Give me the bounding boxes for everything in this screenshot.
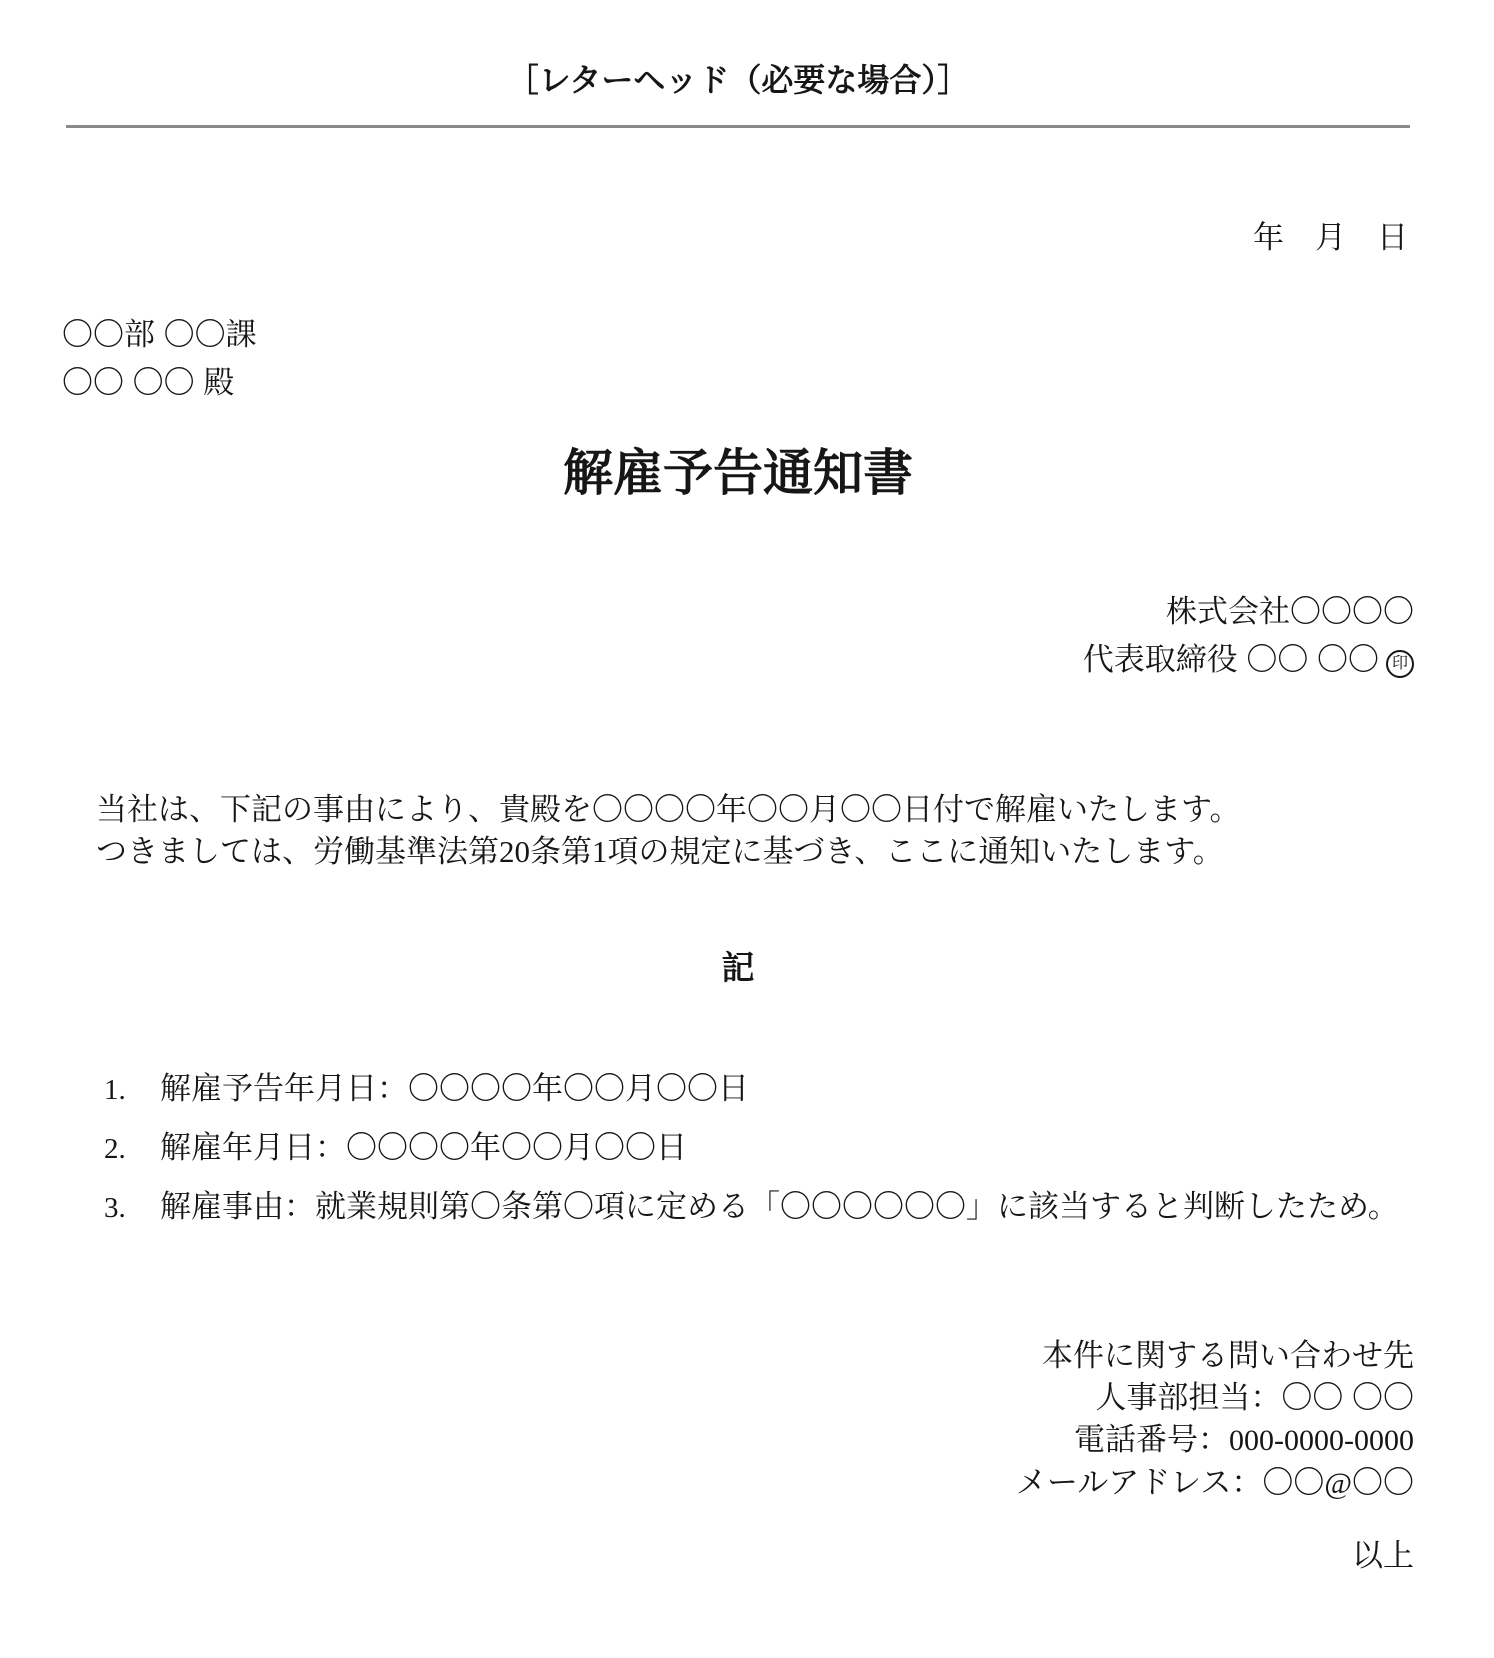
list-item-text: 解雇事由：就業規則第〇条第〇項に定める「〇〇〇〇〇〇」に該当すると判断したため。 (160, 1189, 1399, 1224)
letterhead-divider (66, 125, 1410, 128)
body-line-2-part: つきましては、労働基準法第 (96, 834, 499, 869)
list-item-number: 1. (104, 1074, 126, 1106)
letterhead-placeholder: ［レターヘッド（必要な場合）］ (506, 62, 970, 98)
recipient-name: 〇〇 〇〇 殿 (62, 365, 235, 400)
body-line-2-part: 項の規定に基づき、ここに通知いたします。 (607, 834, 1224, 869)
list-item-number: 3. (104, 1192, 126, 1224)
ki-label: 記 (721, 949, 755, 986)
details-list (104, 1068, 1410, 1245)
recipient-block (62, 311, 257, 407)
body-paragraph (96, 789, 1410, 873)
contact-email-at: @ (1324, 1467, 1352, 1500)
law-clause-number: 1 (592, 834, 608, 869)
date-line: 年 月 日 (1253, 220, 1408, 255)
list-item (104, 1068, 1410, 1111)
list-item-text: 解雇年月日：〇〇〇〇年〇〇月〇〇日 (160, 1130, 687, 1165)
contact-email-label: メールアドレス： (1015, 1465, 1263, 1500)
list-item-number: 2. (104, 1133, 126, 1165)
contact-phone-line (66, 1419, 1414, 1462)
closing-ijou: 以上 (1352, 1538, 1414, 1573)
sender-representative-line (66, 636, 1414, 684)
contact-email-line (66, 1462, 1414, 1505)
contact-heading: 本件に関する問い合わせ先 (1042, 1338, 1414, 1373)
contact-email-domain: 〇〇 (1352, 1465, 1414, 1500)
contact-email-user: 〇〇 (1262, 1465, 1325, 1500)
body-line-2 (96, 831, 1410, 873)
sender-representative: 代表取締役 〇〇 〇〇 (1082, 642, 1379, 677)
list-item (104, 1127, 1410, 1170)
recipient-department: 〇〇部 〇〇課 (62, 317, 257, 352)
contact-hr-person: 人事部担当：〇〇 〇〇 (1095, 1380, 1414, 1415)
law-article-number: 20 (499, 834, 530, 869)
sender-company: 株式会社〇〇〇〇 (1166, 594, 1414, 629)
contact-phone-number: 000-0000-0000 (1229, 1424, 1414, 1457)
seal-stamp-icon: 印 (1386, 650, 1414, 678)
contact-block (66, 1335, 1414, 1505)
body-line-2-part: 条第 (530, 834, 592, 869)
document-title: 解雇予告通知書 (563, 445, 913, 501)
list-item-text: 解雇予告年月日：〇〇〇〇年〇〇月〇〇日 (160, 1071, 749, 1106)
sender-block (66, 588, 1414, 684)
body-line-1: 当社は、下記の事由により、貴殿を〇〇〇〇年〇〇月〇〇日付で解雇いたします。 (96, 792, 1241, 827)
list-item (104, 1186, 1410, 1229)
contact-phone-label: 電話番号： (1074, 1422, 1230, 1457)
